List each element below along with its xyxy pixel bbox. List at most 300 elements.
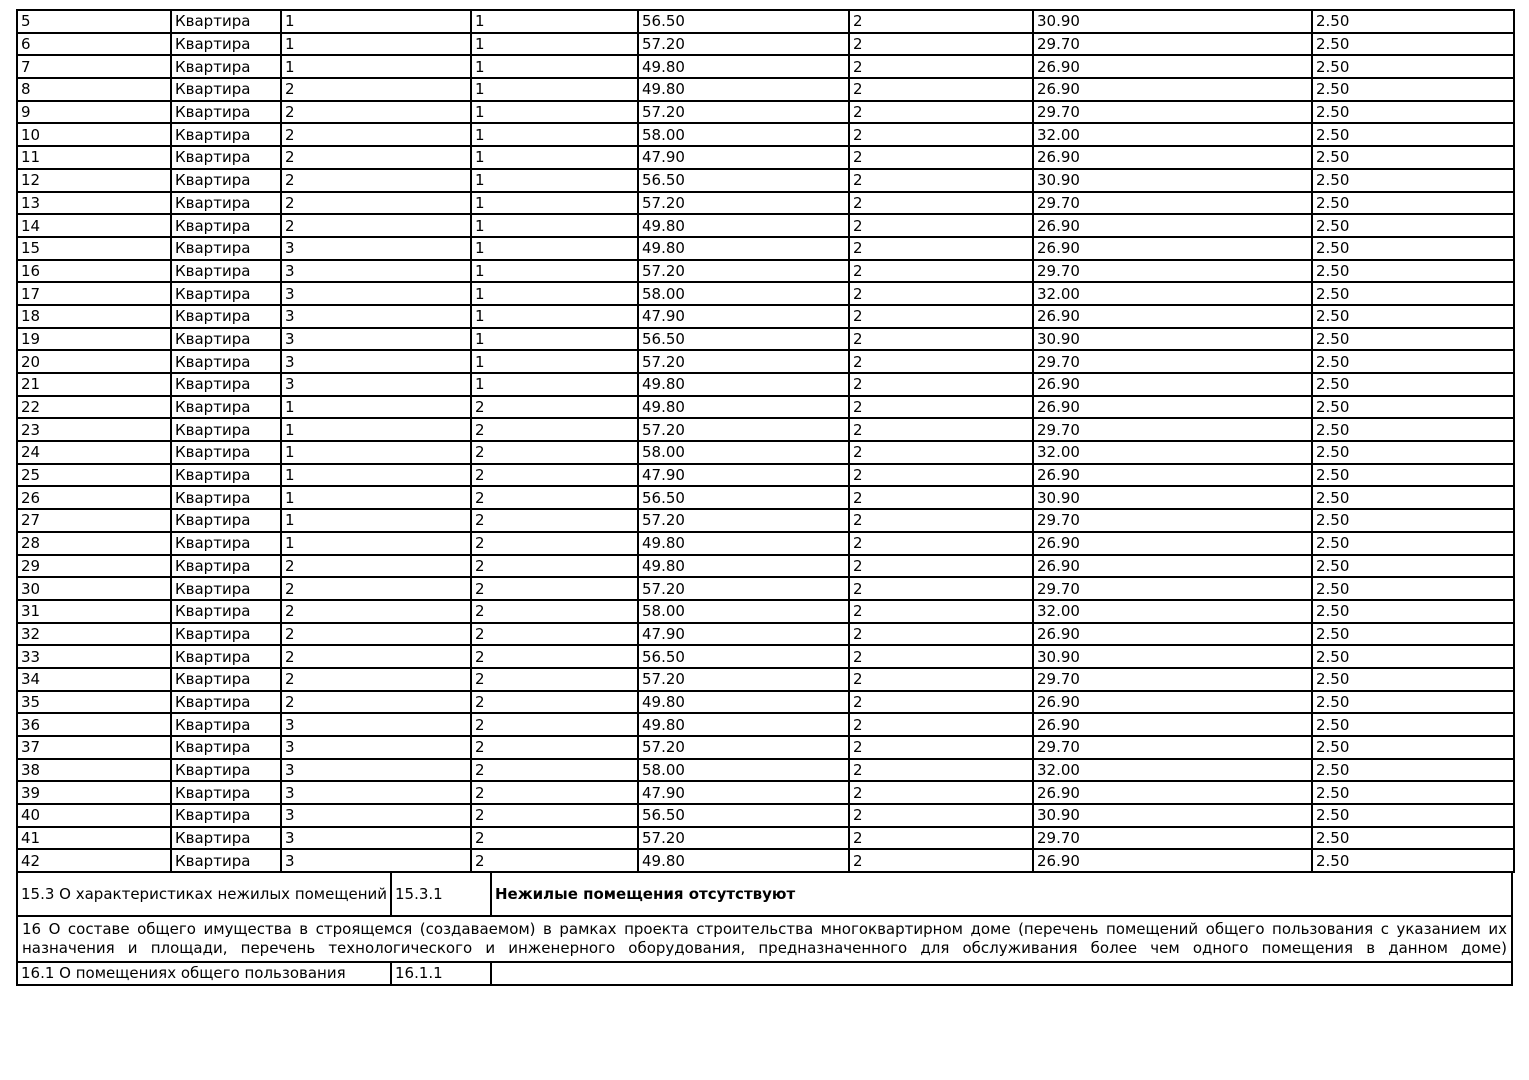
apartment-cell: 2.50 <box>1312 101 1514 124</box>
apartment-cell: Квартира <box>171 645 281 668</box>
apartment-cell: 30.90 <box>1033 645 1312 668</box>
apartment-cell: 3 <box>281 713 471 736</box>
apartment-cell: 2 <box>849 373 1033 396</box>
apartment-cell: 2 <box>281 146 471 169</box>
apartment-row <box>17 101 1514 124</box>
apartment-cell: 2 <box>471 645 638 668</box>
apartment-cell: 26.90 <box>1033 78 1312 101</box>
apartment-cell: 2.50 <box>1312 350 1514 373</box>
apartment-cell: 39 <box>17 781 171 804</box>
apartment-cell: 2 <box>281 101 471 124</box>
apartment-cell: Квартира <box>171 55 281 78</box>
apartment-cell: 2.50 <box>1312 305 1514 328</box>
apartment-cell: Квартира <box>171 781 281 804</box>
apartment-cell: 2 <box>849 10 1033 33</box>
apartment-cell: 2.50 <box>1312 282 1514 305</box>
apartment-cell: 57.20 <box>638 33 849 56</box>
apartment-cell: Квартира <box>171 373 281 396</box>
apartment-cell: 56.50 <box>638 10 849 33</box>
apartment-cell: 2.50 <box>1312 713 1514 736</box>
apartment-cell: 26.90 <box>1033 849 1312 872</box>
apartment-cell: 1 <box>471 101 638 124</box>
apartment-cell: 2.50 <box>1312 532 1514 555</box>
section-16-1-value <box>491 962 1512 985</box>
apartment-cell: 2.50 <box>1312 645 1514 668</box>
apartment-cell: 30.90 <box>1033 328 1312 351</box>
apartment-cell: 29 <box>17 555 171 578</box>
section-16-1-row <box>17 962 1512 985</box>
section-15-3-label: 15.3 О характеристиках нежилых помещений <box>17 872 391 916</box>
apartment-cell: 2.50 <box>1312 555 1514 578</box>
apartment-cell: 3 <box>281 305 471 328</box>
apartment-cell: 47.90 <box>638 305 849 328</box>
apartment-cell: 30.90 <box>1033 486 1312 509</box>
apartment-cell: 2 <box>849 396 1033 419</box>
apartment-cell: 57.20 <box>638 418 849 441</box>
apartment-row <box>17 373 1514 396</box>
apartment-cell: 2 <box>471 804 638 827</box>
apartment-cell: Квартира <box>171 486 281 509</box>
apartment-cell: Квартира <box>171 736 281 759</box>
apartment-cell: Квартира <box>171 101 281 124</box>
apartment-cell: 57.20 <box>638 577 849 600</box>
apartment-cell: 2.50 <box>1312 623 1514 646</box>
apartment-cell: Квартира <box>171 804 281 827</box>
apartment-row <box>17 827 1514 850</box>
apartment-cell: Квартира <box>171 418 281 441</box>
apartment-cell: 58.00 <box>638 600 849 623</box>
apartment-cell: 2.50 <box>1312 146 1514 169</box>
apartment-cell: 2 <box>849 33 1033 56</box>
apartment-cell: 2.50 <box>1312 759 1514 782</box>
tables-wrap <box>16 9 1513 986</box>
apartment-cell: 1 <box>471 260 638 283</box>
apartment-row <box>17 192 1514 215</box>
apartment-row <box>17 441 1514 464</box>
section-16-table <box>16 915 1513 963</box>
apartment-cell: 16 <box>17 260 171 283</box>
apartment-cell: Квартира <box>171 305 281 328</box>
apartment-cell: 2 <box>281 214 471 237</box>
apartment-cell: 2 <box>471 849 638 872</box>
apartment-cell: 1 <box>471 33 638 56</box>
apartment-cell: 33 <box>17 645 171 668</box>
apartment-cell: 47.90 <box>638 464 849 487</box>
apartment-row <box>17 713 1514 736</box>
apartment-cell: 29.70 <box>1033 260 1312 283</box>
apartment-cell: 49.80 <box>638 532 849 555</box>
apartment-cell: 2 <box>849 623 1033 646</box>
apartment-cell: 30.90 <box>1033 10 1312 33</box>
apartment-cell: 1 <box>281 509 471 532</box>
apartment-cell: 3 <box>281 827 471 850</box>
apartment-cell: 30.90 <box>1033 804 1312 827</box>
apartment-cell: 2.50 <box>1312 237 1514 260</box>
apartment-cell: 2 <box>849 55 1033 78</box>
apartment-cell: 2 <box>849 600 1033 623</box>
apartment-cell: 30.90 <box>1033 169 1312 192</box>
apartment-cell: 1 <box>471 146 638 169</box>
apartment-cell: 2 <box>281 123 471 146</box>
apartment-cell: 3 <box>281 328 471 351</box>
apartment-row <box>17 532 1514 555</box>
apartment-cell: 2 <box>849 146 1033 169</box>
apartment-cell: Квартира <box>171 532 281 555</box>
apartment-cell: 1 <box>281 396 471 419</box>
apartment-cell: 2 <box>281 192 471 215</box>
apartment-cell: 26.90 <box>1033 237 1312 260</box>
apartment-cell: 35 <box>17 691 171 714</box>
apartment-cell: Квартира <box>171 396 281 419</box>
apartment-cell: 2.50 <box>1312 736 1514 759</box>
apartment-cell: 32 <box>17 623 171 646</box>
apartment-cell: 3 <box>281 373 471 396</box>
apartment-row <box>17 645 1514 668</box>
apartment-row <box>17 600 1514 623</box>
apartment-cell: 2 <box>849 532 1033 555</box>
apartment-cell: 26.90 <box>1033 146 1312 169</box>
apartment-cell: 21 <box>17 373 171 396</box>
apartment-cell: 2 <box>281 645 471 668</box>
apartment-cell: 41 <box>17 827 171 850</box>
apartment-row <box>17 169 1514 192</box>
apartment-cell: 58.00 <box>638 282 849 305</box>
apartment-cell: Квартира <box>171 123 281 146</box>
apartment-cell: 1 <box>281 418 471 441</box>
apartment-cell: 1 <box>471 350 638 373</box>
apartment-cell: Квартира <box>171 282 281 305</box>
apartment-cell: 2 <box>471 600 638 623</box>
apartment-cell: 57.20 <box>638 260 849 283</box>
apartment-cell: 2 <box>849 169 1033 192</box>
apartment-row <box>17 736 1514 759</box>
apartment-cell: 2.50 <box>1312 600 1514 623</box>
apartment-cell: 2 <box>849 827 1033 850</box>
apartment-cell: 2 <box>471 464 638 487</box>
apartment-cell: 1 <box>471 78 638 101</box>
apartment-cell: 25 <box>17 464 171 487</box>
apartment-cell: Квартира <box>171 691 281 714</box>
apartment-row <box>17 328 1514 351</box>
apartment-cell: 56.50 <box>638 645 849 668</box>
section-16-row <box>17 916 1512 962</box>
apartment-cell: 29.70 <box>1033 509 1312 532</box>
apartment-cell: 1 <box>281 464 471 487</box>
apartment-cell: 1 <box>471 169 638 192</box>
apartment-cell: Квартира <box>171 350 281 373</box>
apartment-cell: 26.90 <box>1033 691 1312 714</box>
apartment-cell: 58.00 <box>638 123 849 146</box>
apartment-cell: 2 <box>849 781 1033 804</box>
apartment-row <box>17 214 1514 237</box>
apartment-cell: Квартира <box>171 509 281 532</box>
apartment-cell: Квартира <box>171 260 281 283</box>
apartment-cell: 2 <box>849 101 1033 124</box>
apartment-cell: 2.50 <box>1312 373 1514 396</box>
apartment-cell: 32.00 <box>1033 600 1312 623</box>
apartment-cell: Квартира <box>171 237 281 260</box>
apartment-cell: 32.00 <box>1033 441 1312 464</box>
apartment-cell: 2 <box>849 464 1033 487</box>
apartment-cell: Квартира <box>171 849 281 872</box>
apartment-cell: 49.80 <box>638 713 849 736</box>
section-16-text: 16 О составе общего имущества в строящемся (создаваемом) в рамках проекта строительства многоквартирном доме (перечень помещений общего пользования с указанием их назначения и площади, перечень технологического и инженерного оборудования, предназначенного для обслуживания более чем одного помещения в данном доме) <box>17 916 1512 962</box>
apartment-cell: 2 <box>849 668 1033 691</box>
apartment-cell: 2 <box>849 418 1033 441</box>
apartment-cell: 2.50 <box>1312 78 1514 101</box>
apartment-cell: 34 <box>17 668 171 691</box>
apartment-cell: 49.80 <box>638 237 849 260</box>
apartment-cell: 3 <box>281 849 471 872</box>
apartment-cell: 13 <box>17 192 171 215</box>
apartment-cell: 2 <box>281 78 471 101</box>
apartment-cell: 49.80 <box>638 691 849 714</box>
apartment-cell: 2 <box>849 645 1033 668</box>
apartment-cell: 29.70 <box>1033 192 1312 215</box>
apartment-cell: 2 <box>849 441 1033 464</box>
apartment-cell: 47.90 <box>638 623 849 646</box>
apartment-cell: 2.50 <box>1312 214 1514 237</box>
apartment-cell: 2.50 <box>1312 668 1514 691</box>
apartment-cell: Квартира <box>171 192 281 215</box>
apartment-row <box>17 350 1514 373</box>
apartment-cell: 1 <box>471 305 638 328</box>
apartment-cell: 8 <box>17 78 171 101</box>
apartment-cell: 2 <box>281 691 471 714</box>
apartment-cell: 3 <box>281 350 471 373</box>
apartment-cell: 1 <box>281 55 471 78</box>
apartment-cell: 2.50 <box>1312 260 1514 283</box>
apartment-cell: 57.20 <box>638 192 849 215</box>
apartment-cell: 38 <box>17 759 171 782</box>
apartment-row <box>17 804 1514 827</box>
apartment-cell: 2 <box>849 577 1033 600</box>
apartment-cell: 37 <box>17 736 171 759</box>
apartment-cell: 1 <box>281 33 471 56</box>
apartment-cell: 2.50 <box>1312 10 1514 33</box>
apartment-cell: 1 <box>471 373 638 396</box>
apartment-cell: 3 <box>281 260 471 283</box>
apartment-cell: Квартира <box>171 328 281 351</box>
apartment-cell: 19 <box>17 328 171 351</box>
apartments-table <box>16 9 1515 873</box>
apartment-cell: 7 <box>17 55 171 78</box>
apartment-cell: 2 <box>471 623 638 646</box>
apartment-cell: 27 <box>17 509 171 532</box>
apartment-cell: 2 <box>471 441 638 464</box>
apartment-row <box>17 577 1514 600</box>
apartment-cell: 2 <box>849 759 1033 782</box>
apartment-cell: 42 <box>17 849 171 872</box>
apartment-row <box>17 305 1514 328</box>
apartment-cell: 2.50 <box>1312 804 1514 827</box>
apartment-cell: 3 <box>281 804 471 827</box>
apartment-cell: 2 <box>849 214 1033 237</box>
apartment-cell: 57.20 <box>638 827 849 850</box>
apartment-cell: 58.00 <box>638 441 849 464</box>
apartment-cell: 2 <box>849 260 1033 283</box>
apartment-cell: 2 <box>471 781 638 804</box>
apartment-row <box>17 396 1514 419</box>
apartment-row <box>17 146 1514 169</box>
apartment-cell: 26.90 <box>1033 464 1312 487</box>
apartment-cell: 2 <box>281 668 471 691</box>
apartment-cell: Квартира <box>171 577 281 600</box>
apartment-row <box>17 260 1514 283</box>
apartment-cell: 57.20 <box>638 350 849 373</box>
apartment-cell: 26.90 <box>1033 305 1312 328</box>
apartment-row <box>17 33 1514 56</box>
apartment-cell: 3 <box>281 282 471 305</box>
apartment-cell: 49.80 <box>638 555 849 578</box>
apartment-cell: Квартира <box>171 169 281 192</box>
apartment-row <box>17 123 1514 146</box>
apartment-cell: 9 <box>17 101 171 124</box>
apartment-cell: Квартира <box>171 464 281 487</box>
apartment-cell: 57.20 <box>638 668 849 691</box>
apartment-cell: 49.80 <box>638 214 849 237</box>
apartment-cell: 2 <box>281 555 471 578</box>
apartment-cell: 1 <box>471 10 638 33</box>
apartment-cell: 29.70 <box>1033 33 1312 56</box>
apartment-row <box>17 668 1514 691</box>
apartment-cell: 2 <box>849 804 1033 827</box>
apartment-row <box>17 464 1514 487</box>
apartment-cell: 49.80 <box>638 373 849 396</box>
apartment-cell: 2 <box>281 577 471 600</box>
apartment-cell: 26.90 <box>1033 214 1312 237</box>
apartment-cell: 31 <box>17 600 171 623</box>
apartment-cell: 10 <box>17 123 171 146</box>
apartment-cell: 32.00 <box>1033 759 1312 782</box>
apartment-cell: 1 <box>471 123 638 146</box>
apartment-cell: 1 <box>281 441 471 464</box>
section-15-3-row <box>17 872 1512 916</box>
apartment-cell: 29.70 <box>1033 418 1312 441</box>
apartment-cell: 2 <box>849 713 1033 736</box>
apartment-row <box>17 509 1514 532</box>
apartment-cell: 3 <box>281 781 471 804</box>
apartment-cell: 2 <box>849 282 1033 305</box>
apartment-cell: 2 <box>471 486 638 509</box>
apartment-row <box>17 282 1514 305</box>
apartment-cell: 2.50 <box>1312 33 1514 56</box>
apartment-cell: 29.70 <box>1033 101 1312 124</box>
apartment-cell: 49.80 <box>638 55 849 78</box>
apartment-cell: 2 <box>849 849 1033 872</box>
apartment-cell: 14 <box>17 214 171 237</box>
apartment-cell: Квартира <box>171 600 281 623</box>
apartment-cell: 29.70 <box>1033 350 1312 373</box>
apartment-cell: 47.90 <box>638 781 849 804</box>
apartment-cell: 1 <box>471 328 638 351</box>
apartment-cell: 2.50 <box>1312 509 1514 532</box>
apartment-cell: 2 <box>849 350 1033 373</box>
apartment-cell: 57.20 <box>638 736 849 759</box>
apartment-cell: 2 <box>849 305 1033 328</box>
apartment-cell: 1 <box>281 532 471 555</box>
apartment-cell: Квартира <box>171 441 281 464</box>
apartment-cell: Квартира <box>171 668 281 691</box>
apartment-cell: 29.70 <box>1033 577 1312 600</box>
apartments-table-body <box>17 10 1514 872</box>
apartment-cell: 2.50 <box>1312 577 1514 600</box>
apartment-cell: 1 <box>471 237 638 260</box>
apartment-cell: 2 <box>471 396 638 419</box>
apartment-cell: 2 <box>849 691 1033 714</box>
apartment-cell: 30 <box>17 577 171 600</box>
apartment-cell: 2.50 <box>1312 192 1514 215</box>
apartment-cell: 2.50 <box>1312 123 1514 146</box>
section-16-1-table <box>16 961 1513 986</box>
apartment-cell: Квартира <box>171 10 281 33</box>
apartment-cell: 1 <box>471 192 638 215</box>
apartment-cell: 1 <box>281 486 471 509</box>
section-15-3-code: 15.3.1 <box>391 872 491 916</box>
apartment-cell: 29.70 <box>1033 668 1312 691</box>
apartment-cell: 2 <box>849 736 1033 759</box>
apartment-cell: 2.50 <box>1312 827 1514 850</box>
apartment-cell: 2 <box>471 713 638 736</box>
apartment-cell: 56.50 <box>638 804 849 827</box>
apartment-cell: 2 <box>471 555 638 578</box>
apartment-cell: 2 <box>849 237 1033 260</box>
apartment-cell: 2.50 <box>1312 55 1514 78</box>
apartment-cell: 2.50 <box>1312 328 1514 351</box>
apartment-cell: 2 <box>471 736 638 759</box>
apartment-cell: Квартира <box>171 623 281 646</box>
apartment-cell: 36 <box>17 713 171 736</box>
apartment-row <box>17 781 1514 804</box>
apartment-cell: 26.90 <box>1033 713 1312 736</box>
apartment-cell: 5 <box>17 10 171 33</box>
apartment-cell: 2 <box>849 486 1033 509</box>
apartment-cell: 2 <box>849 78 1033 101</box>
apartment-cell: 2 <box>849 555 1033 578</box>
apartment-row <box>17 759 1514 782</box>
apartment-cell: 2 <box>471 691 638 714</box>
apartment-cell: 2.50 <box>1312 396 1514 419</box>
apartment-cell: 49.80 <box>638 78 849 101</box>
apartment-row <box>17 691 1514 714</box>
apartment-cell: 57.20 <box>638 509 849 532</box>
apartment-cell: Квартира <box>171 759 281 782</box>
apartment-row <box>17 555 1514 578</box>
apartment-cell: 20 <box>17 350 171 373</box>
apartment-cell: 2 <box>471 759 638 782</box>
apartment-cell: 2 <box>849 192 1033 215</box>
apartment-cell: 29.70 <box>1033 736 1312 759</box>
apartment-row <box>17 237 1514 260</box>
apartment-cell: Квартира <box>171 214 281 237</box>
apartment-cell: 2 <box>471 577 638 600</box>
apartment-cell: 26.90 <box>1033 532 1312 555</box>
apartment-cell: 58.00 <box>638 759 849 782</box>
apartment-row <box>17 10 1514 33</box>
apartment-cell: 1 <box>471 214 638 237</box>
apartment-row <box>17 418 1514 441</box>
apartment-cell: 56.50 <box>638 328 849 351</box>
apartment-cell: 2.50 <box>1312 418 1514 441</box>
apartment-cell: 2 <box>281 169 471 192</box>
apartment-cell: 2 <box>471 668 638 691</box>
section-16-1-code: 16.1.1 <box>391 962 491 985</box>
apartment-cell: 57.20 <box>638 101 849 124</box>
apartment-cell: 49.80 <box>638 396 849 419</box>
apartment-cell: 47.90 <box>638 146 849 169</box>
apartment-cell: 56.50 <box>638 169 849 192</box>
apartment-cell: Квартира <box>171 146 281 169</box>
